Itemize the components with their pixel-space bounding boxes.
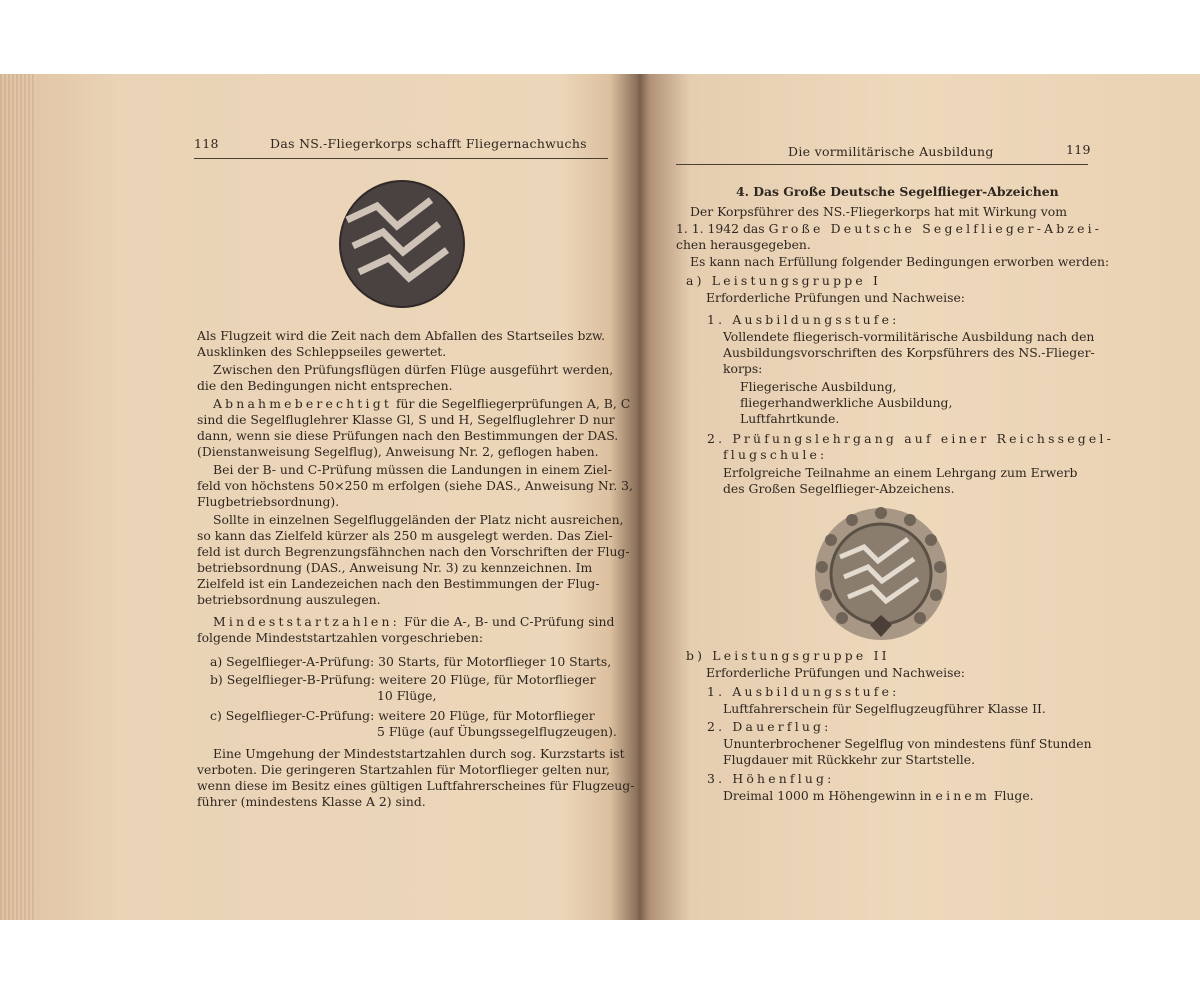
right-page-number: 119 <box>1066 142 1091 157</box>
text-line: sind die Segelfluglehrer Klasse Gl, S und H, Segelfluglehrer D nur <box>197 412 615 427</box>
text-line-date <box>676 221 1102 237</box>
text-line: Erfolgreiche Teilnahme an einem Lehrgang zum Erwerb <box>723 465 1078 480</box>
text-line-abnahme <box>197 396 630 412</box>
text-line: feld ist durch Begrenzungsfähnchen nach den Vorschriften der Flug- <box>197 544 630 559</box>
left-page-number: 118 <box>194 136 219 151</box>
text-line: folgende Mindeststartzahlen vorgeschrieben: <box>197 630 483 645</box>
text-line: Es kann nach Erfüllung folgender Bedingungen erworben werden: <box>690 254 1110 269</box>
text-line: Ausklinken des Schleppseiles gewertet. <box>197 344 447 359</box>
list-item: c) Segelflieger-C-Prüfung: weitere 20 Flüge, für Motorflieger <box>210 708 595 723</box>
text-span: 1. 1. 1942 das <box>676 221 765 236</box>
text-line: (Dienstanweisung Segelflug), Anweisung Nr. 2, geflogen haben. <box>197 444 599 459</box>
list-item-continued: 5 Flüge (auf Übungssegelflugzeugen). <box>377 724 617 739</box>
text-line: Der Korpsführer des NS.-Fliegerkorps hat mit Wirkung vom <box>690 204 1067 219</box>
item-heading: flugschule: <box>723 447 828 462</box>
left-header-rule <box>194 158 608 159</box>
text-line: feld von höchstens 50×250 m erfolgen (siehe DAS., Anweisung Nr. 3, <box>197 478 633 493</box>
text-line: Zwischen den Prüfungsflügen dürfen Flüge ausgeführt werden, <box>213 362 614 377</box>
text-line: Sollte in einzelnen Segelfluggeländen der Platz nicht ausreichen, <box>213 512 624 527</box>
text-span: Fluge. <box>993 788 1034 803</box>
item-heading: 1. Ausbildungsstufe: <box>707 684 900 699</box>
text-line: Erforderliche Prüfungen und Nachweise: <box>706 665 965 680</box>
text-span: für die Segelfliegerprüfungen A, B, C <box>395 396 631 411</box>
text-line: Zielfeld ist ein Landezeichen nach den Bestimmungen der Flug- <box>197 576 600 591</box>
text-span: Für die A-, B- und C-Prüfung sind <box>403 614 615 629</box>
text-line: Bei der B- und C-Prüfung müssen die Landungen in einem Ziel- <box>213 462 612 477</box>
text-line-mindest <box>197 614 614 630</box>
wreath-glider-badge-icon <box>812 505 950 643</box>
text-line: fliegerhandwerkliche Ausbildung, <box>740 395 953 410</box>
section-title: 4. Das Große Deutsche Segelflieger-Abzeichen <box>736 184 1059 199</box>
text-line: Fliegerische Ausbildung, <box>740 379 897 394</box>
text-line: Als Flugzeit wird die Zeit nach dem Abfallen des Startseiles bzw. <box>197 328 606 343</box>
text-line: Luftfahrtkunde. <box>740 411 840 426</box>
spaced-term: Abnahmeberechtigt <box>213 396 393 411</box>
spaced-term: einem <box>935 788 990 803</box>
text-line: führer (mindestens Klasse A 2) sind. <box>197 794 426 809</box>
text-line: so kann das Zielfeld kürzer als 250 m ausgelegt werden. Das Ziel- <box>197 528 613 543</box>
item-heading: 2. Dauerflug: <box>707 719 832 734</box>
group-heading: a) Leistungsgruppe I <box>686 273 882 288</box>
text-line: wenn diese im Besitz eines gültigen Luftfahrerscheines für Flugzeug- <box>197 778 635 793</box>
text-line: Ausbildungsvorschriften des Korpsführers des NS.-Flieger- <box>723 345 1095 360</box>
list-item: b) Segelflieger-B-Prüfung: weitere 20 Flüge, für Motorflieger <box>210 672 596 687</box>
text-line-hoehenflug <box>723 788 1034 804</box>
text-line: dann, wenn sie diese Prüfungen nach den Bestimmungen der DAS. <box>197 428 619 443</box>
text-line: Flugbetriebsordnung). <box>197 494 340 509</box>
text-line: Erforderliche Prüfungen und Nachweise: <box>706 290 965 305</box>
page-edges <box>0 74 36 920</box>
right-running-head: Die vormilitärische Ausbildung <box>788 144 994 159</box>
list-item: a) Segelflieger-A-Prüfung: 30 Starts, für Motorflieger 10 Starts, <box>210 654 612 669</box>
text-line: Flugdauer mit Rückkehr zur Startstelle. <box>723 752 976 767</box>
list-item-continued: 10 Flüge, <box>377 688 437 703</box>
text-line: Luftfahrerschein für Segelflugzeugführer Klasse II. <box>723 701 1046 716</box>
text-line: des Großen Segelflieger-Abzeichens. <box>723 481 955 496</box>
text-span: Dreimal 1000 m Höhengewinn in <box>723 788 932 803</box>
text-line: betriebsordnung (DAS., Anweisung Nr. 3) zu kennzeichnen. Im <box>197 560 593 575</box>
spaced-term: Große Deutsche Segelflieger-Abzei- <box>768 221 1103 236</box>
item-heading: 2. Prüfungslehrgang auf einer Reichssegel- <box>707 431 1114 446</box>
left-running-head: Das NS.-Fliegerkorps schafft Fliegernachwuchs <box>270 136 587 151</box>
item-heading: 1. Ausbildungsstufe: <box>707 312 900 327</box>
text-line: betriebsordnung auszulegen. <box>197 592 381 607</box>
glider-badge-icon <box>339 180 465 308</box>
spaced-term: Mindeststartzahlen: <box>213 614 401 629</box>
right-header-rule <box>676 164 1088 165</box>
text-line: korps: <box>723 361 763 376</box>
open-book <box>0 74 1200 920</box>
text-line: Eine Umgehung der Mindeststartzahlen durch sog. Kurzstarts ist <box>213 746 625 761</box>
text-line: Ununterbrochener Segelflug von mindestens fünf Stunden <box>723 736 1092 751</box>
text-line: chen herausgegeben. <box>676 237 811 252</box>
text-line: die den Bedingungen nicht entsprechen. <box>197 378 453 393</box>
text-line: Vollendete fliegerisch-vormilitärische Ausbildung nach den <box>723 329 1095 344</box>
text-line: verboten. Die geringeren Startzahlen für Motorflieger gelten nur, <box>197 762 610 777</box>
group-heading: b) Leistungsgruppe II <box>686 648 890 663</box>
item-heading: 3. Höhenflug: <box>707 771 835 786</box>
